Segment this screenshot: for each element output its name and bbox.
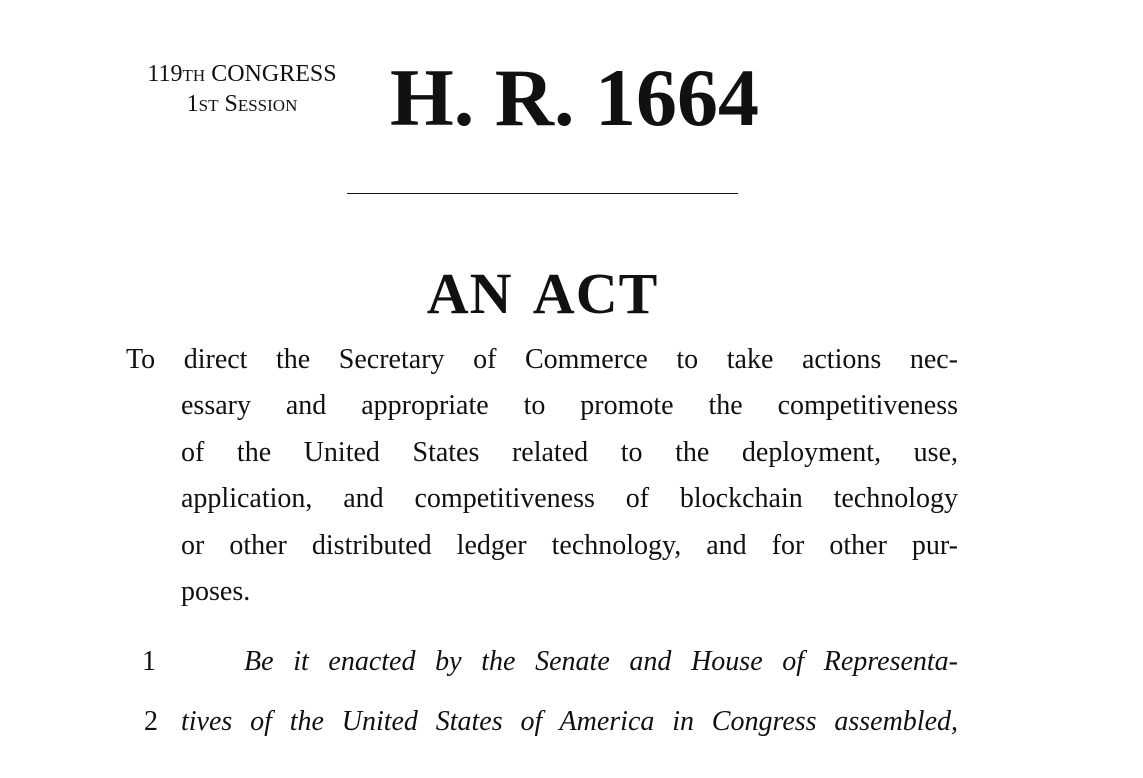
session-word-initial: S	[224, 91, 238, 117]
line-number: 2	[144, 706, 158, 737]
official-title-line: To direct the Secretary of Commerce to take actions nec-	[126, 344, 958, 375]
session-label	[126, 90, 358, 120]
congress-number: 119	[147, 61, 183, 87]
session-word-rest: ESSION	[237, 96, 298, 115]
act-heading: AN ACT	[426, 261, 659, 326]
bill-number: H. R. 1664	[390, 52, 759, 143]
congress-session-block	[126, 60, 358, 120]
congress-ordinal: TH	[182, 66, 206, 85]
official-title-line: or other distributed ledger technology, and for other pur-	[181, 530, 958, 561]
congress-label	[126, 60, 358, 90]
horizontal-rule	[347, 193, 738, 194]
official-title-line: poses.	[181, 576, 251, 607]
session-number: 1	[186, 91, 199, 117]
enacting-clause-line: Be it enacted by the Senate and House of Representa-	[244, 646, 958, 677]
line-number: 1	[142, 646, 156, 677]
session-ordinal: ST	[198, 96, 219, 115]
enacting-clause-line: tives of the United States of America in Congress assembled,	[181, 706, 958, 737]
congress-word: CONGRESS	[211, 61, 337, 87]
official-title-line: essary and appropriate to promote the competitiveness	[181, 390, 958, 421]
official-title-line: application, and competitiveness of blockchain technology	[181, 483, 958, 514]
official-title-line: of the United States related to the deployment, use,	[181, 437, 958, 468]
